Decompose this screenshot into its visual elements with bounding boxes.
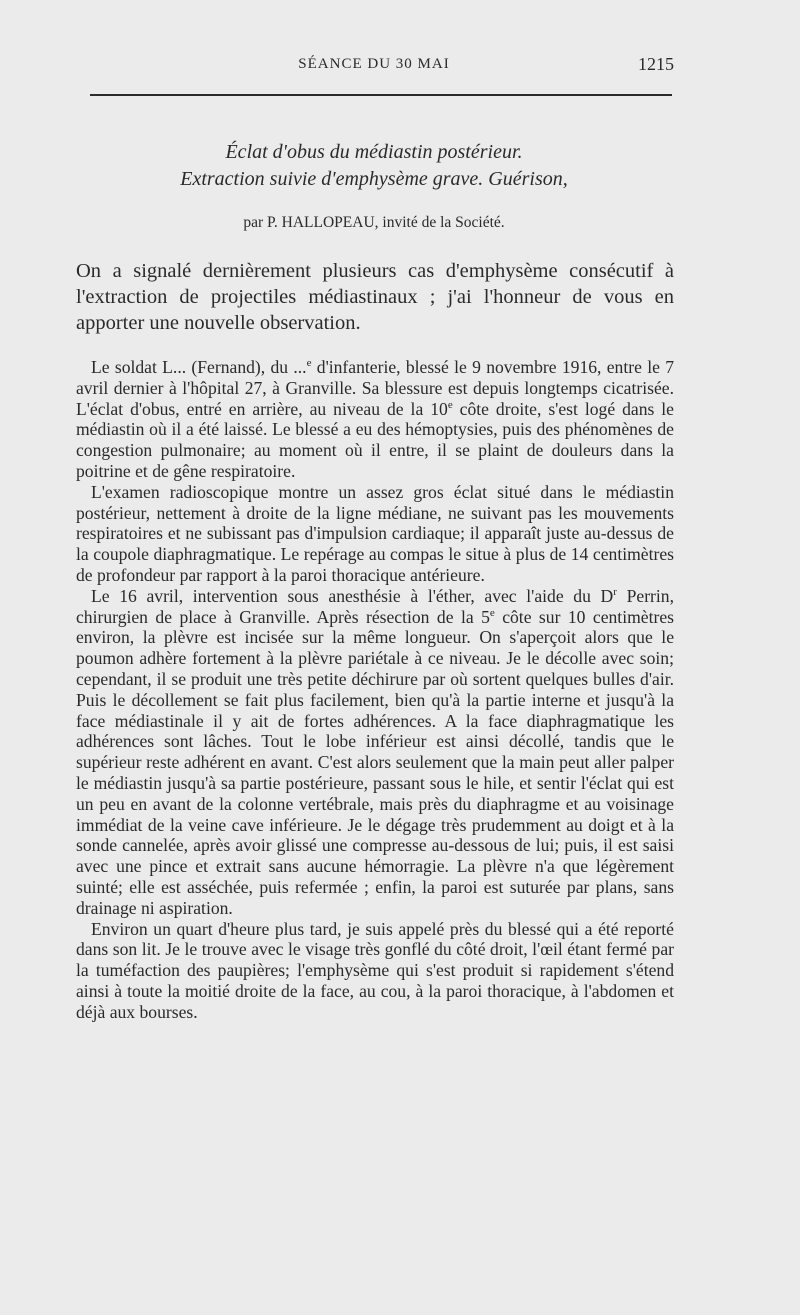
header-rule [90, 94, 672, 96]
lead-paragraph: On a signalé dernièrement plusieurs cas d'emphysème consécutif à l'extraction de projectiles médiastinaux ; j'ai l'honneur de vous en apporter une nouvelle observation. [76, 260, 674, 334]
article-title-line-2: Extraction suivie d'emphysème grave. Guérison, [180, 168, 568, 190]
paragraph-emphysema: Environ un quart d'heure plus tard, je suis appelé près du blessé qui a été reporté dans son lit. Je le trouve avec le visage très gonflé du côté droit, l'œil étant fermé par la tuméfaction des paupières; l'emphysème qui s'est produit si rapidement s'étend ainsi à toute la moitié droite de la face, au cou, à la paroi thoracique, à l'abdomen et déjà aux bourses. [76, 918, 674, 1022]
running-head [74, 56, 674, 76]
paragraph-case-history: Le soldat L... (Fernand), du ...$^e$ d'infanterie, blessé le 9 novembre 1916, entre le 7 avril dernier à l'hôpital 27, à Granville. Sa blessure est depuis longtemps cicatrisée. L'éclat d'obus, entré en arrière, au niveau de la 10e côte droite, s'est logé dans le médiastin où il a été laissé. Le blessé a eu des hémoptysies, puis des phénomènes de congestion pulmonaire; au moment où il entre, il se plaint de douleurs dans la poitrine et de gêne respiratoire. [76, 357, 674, 481]
paragraph-radioscopy: L'examen radioscopique montre un assez gros éclat situé dans le médiastin postérieur, nettement à droite de la ligne médiane, ne suivant pas les mouvements respiratoires et ne subissant pas d'impulsion cardiaque; il apparaît juste au-dessus de la coupole diaphragmatique. Le repérage au compas le situe à plus de 14 centimètres de profondeur par rapport à la paroi thoracique antérieure. [76, 481, 674, 585]
page-number: 1215 [638, 54, 674, 74]
article-byline: par P. HALLOPEAU, invité de la Société. [243, 214, 505, 231]
article-title-line-1: Éclat d'obus du médiastin postérieur. [225, 141, 523, 163]
article-body [76, 357, 674, 1023]
paragraph-intervention: Le 16 avril, intervention sous anesthésie à l'éther, avec l'aide du $D^r$ Perrin, chirurgien de place à Granville. Après résection de la 5e côte sur 10 centimètres environ, la plèvre est incisée sur la même longueur. On s'aperçoit alors que le poumon adhère fortement à la plèvre pariétale à ce niveau. Je le décolle avec soin; cependant, il se produit une très petite déchirure par où sortent quelques bulles d'air. Puis le décollement se fait plus facilement, bien qu'à la partie interne et jusqu'à la face médiastinale il y ait de fortes adhérences. A la face diaphragmatique les adhérences sont lâches. Tout le lobe inférieur est ainsi décollé, tandis que le supérieur reste adhérent en avant. C'est alors seulement que la main peut aller palper le médiastin jusqu'à sa partie postérieure, passant sous le hile, et sentir l'éclat qui est un peu en avant de la colonne vertébrale, mais près du diaphragme et au voisinage immédiat de la veine cave inférieure. Je le dégage très prudemment au doigt et à la sonde cannelée, après avoir glissé une compresse au-dessous de lui; puis, il est saisi avec une pince et extrait sans aucune hémorragie. La plèvre n'a que légèrement suinté; elle est asséchée, puis refermée ; enfin, la paroi est suturée par plans, sans drainage ni aspiration. [76, 585, 674, 918]
running-title: SÉANCE DU 30 MAI [298, 56, 450, 72]
